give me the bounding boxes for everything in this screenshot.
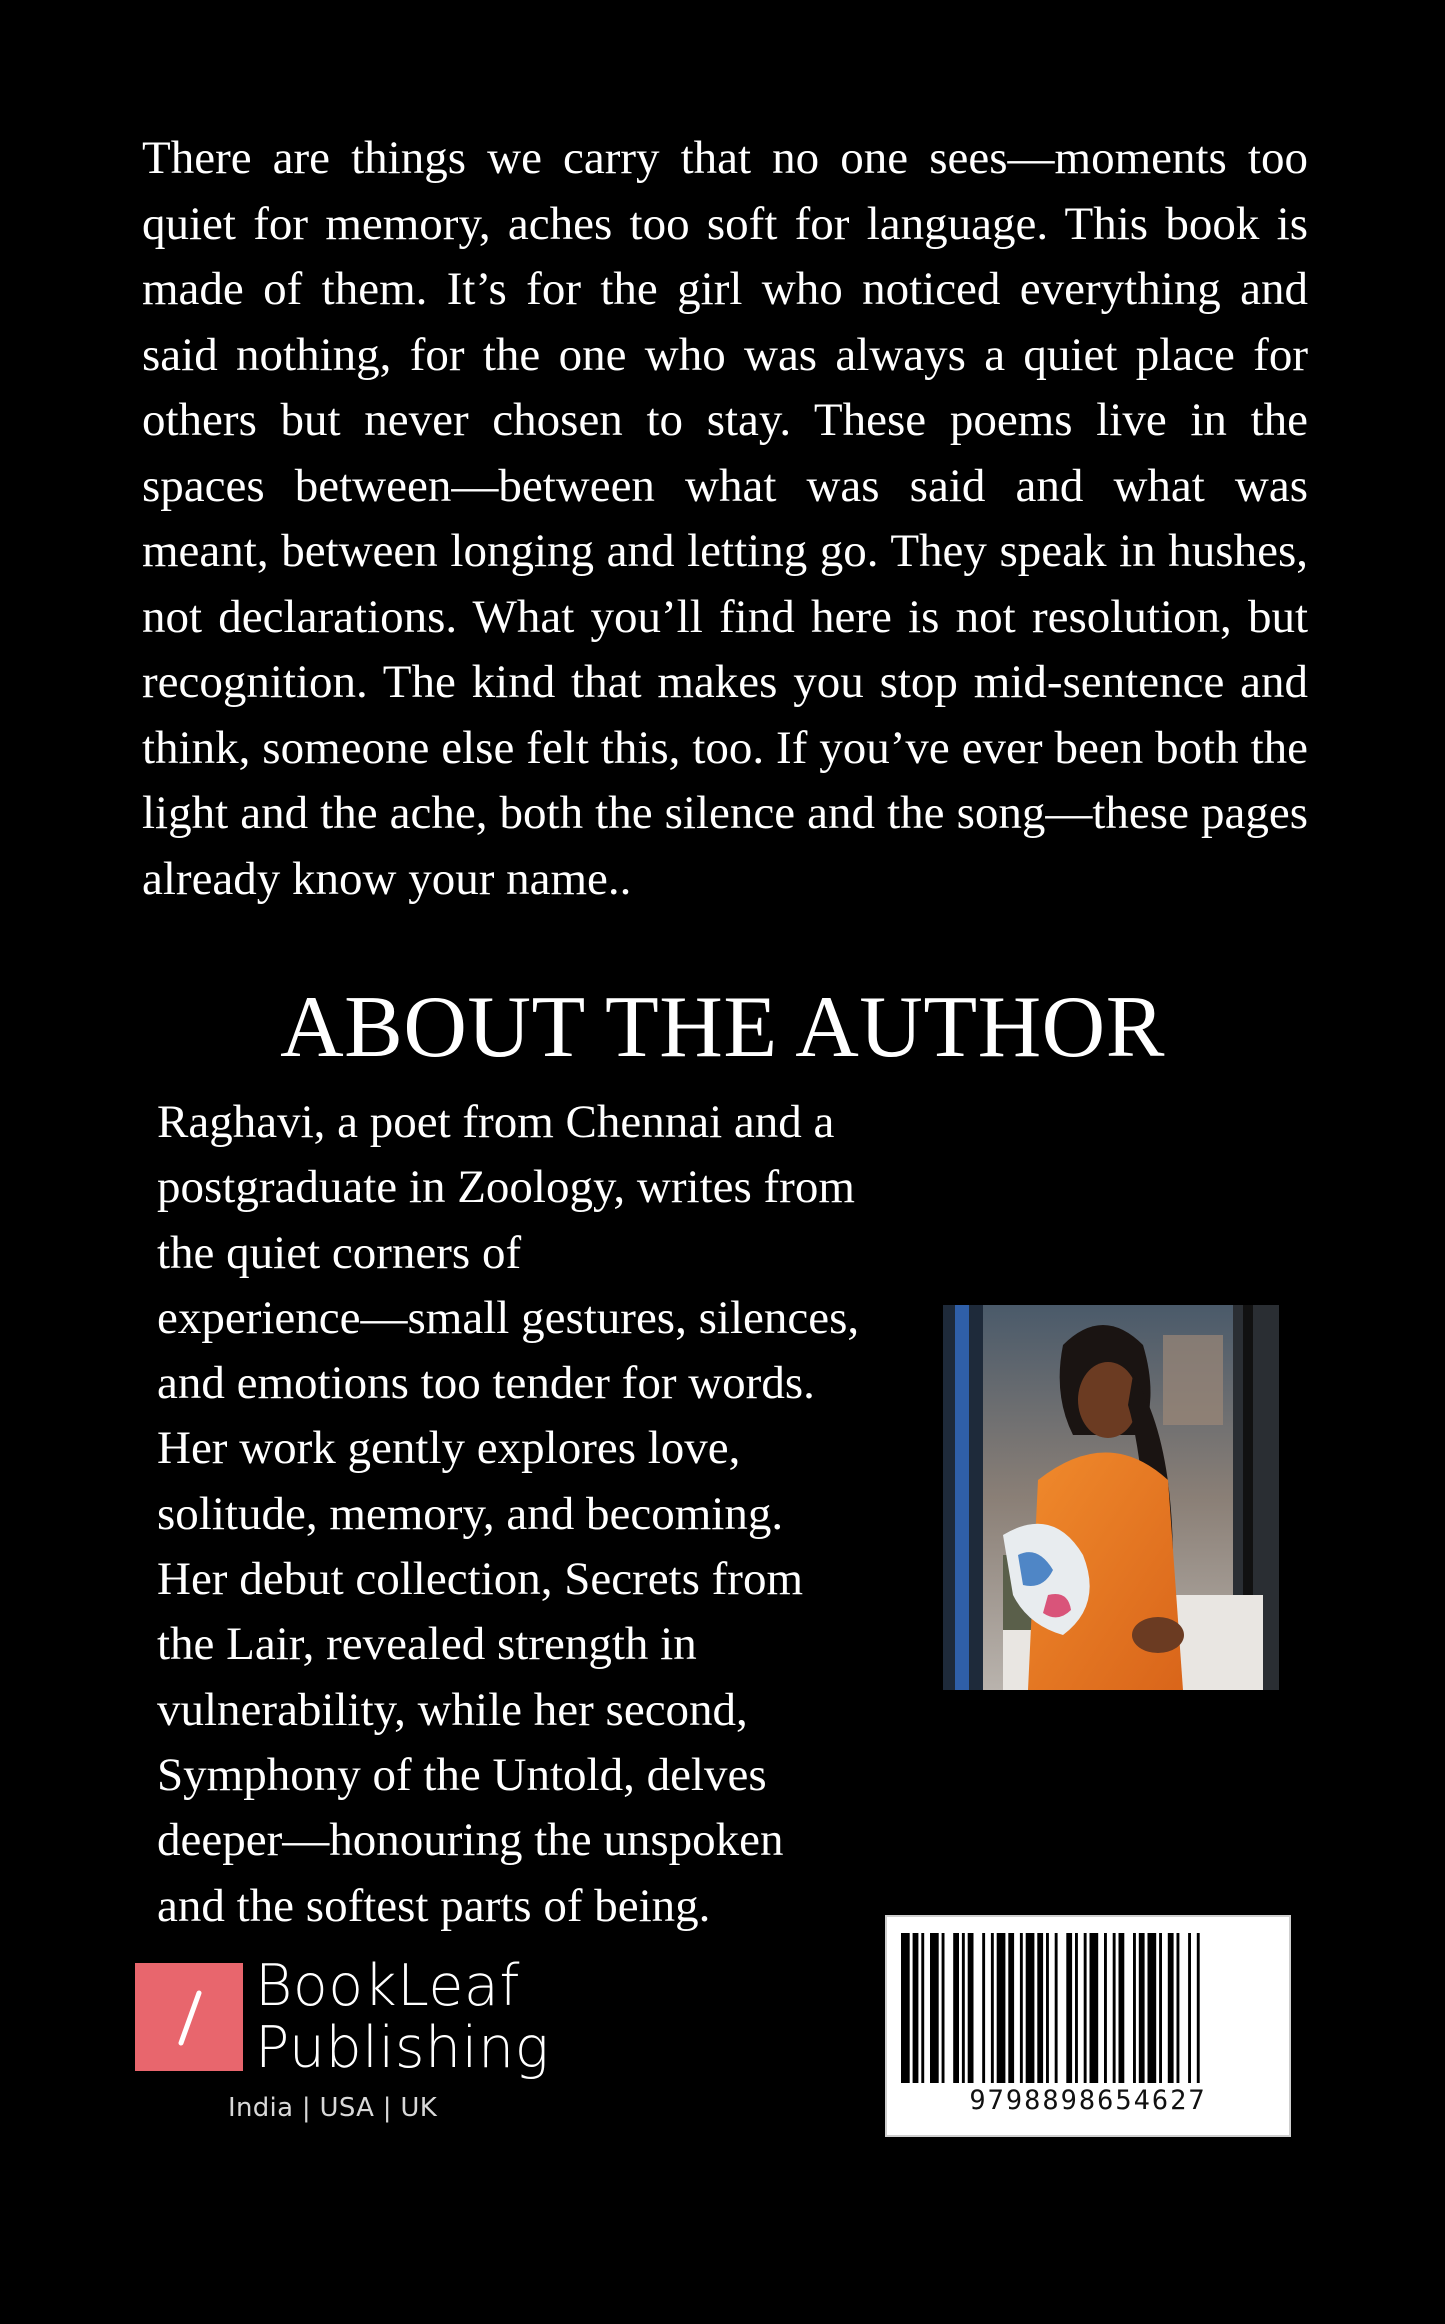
barcode-bar (1026, 1933, 1035, 2083)
bio-line: postgraduate in Zoology, writes from (157, 1161, 855, 1214)
barcode-bar (1168, 1933, 1174, 2083)
barcode-bar (1090, 1933, 1099, 2083)
bio-line: Her work gently explores love, (157, 1422, 741, 1475)
barcode-bar (1104, 1933, 1107, 2083)
bio-line: deeper—honouring the unspoken (157, 1814, 784, 1867)
barcode-bar (1055, 1933, 1058, 2083)
bio-line: experience—small gestures, silences, (157, 1291, 860, 1344)
barcode-bar (982, 1933, 985, 2083)
author-photo (943, 1305, 1279, 1690)
barcode-bar (997, 1933, 1006, 2083)
barcode-bar (1188, 1933, 1191, 2083)
barcode-bar (913, 1933, 919, 2083)
publisher-name-line2: Publishing (255, 2015, 550, 2081)
barcode-bar (1020, 1933, 1023, 2083)
bio-line: solitude, memory, and becoming. (157, 1487, 784, 1540)
about-the-author-heading: ABOUT THE AUTHOR (280, 979, 1165, 1076)
barcode-bar (968, 1933, 974, 2083)
bio-line: the quiet corners of (157, 1226, 522, 1279)
author-photo-illustration (943, 1305, 1279, 1690)
bio-line: Symphony of the Untold, delves (157, 1748, 767, 1801)
barcode-bar (1113, 1933, 1116, 2083)
barcode-bar (953, 1933, 959, 2083)
isbn-number: 9798898654627 (969, 2085, 1207, 2116)
publisher-logo (135, 1963, 243, 2071)
barcode-bar (962, 1933, 965, 2083)
barcode-bar (901, 1933, 910, 2083)
publisher-name-line1: BookLeaf (255, 1953, 520, 2019)
barcode-bar (1197, 1933, 1200, 2083)
publisher-name (255, 1955, 549, 2079)
barcode-bar (1046, 1933, 1049, 2083)
barcode-bar (1084, 1933, 1087, 2083)
barcode-bar (1008, 1933, 1014, 2083)
barcode-bar (1139, 1933, 1145, 2083)
back-cover-blurb: There are things we carry that no one sees—moments too quiet for memory, aches too soft for language. This book is made of them. It’s for the girl who noticed everything and said nothing, for the one who was always a quiet place for others but never chosen to stay. These poems live in the spaces between—between what was said and what was meant, between longing and letting go. They speak in hushes, not declarations. What you’ll find here is not resolution, but recognition. The kind that makes you stop mid-sentence and think, someone else felt this, too. If you’ve ever been both the light and the ache, both the silence and the song—these pages already know your name.. (142, 132, 1308, 905)
barcode-bar (930, 1933, 939, 2083)
barcode-bar (921, 1933, 924, 2083)
author-bio (157, 1090, 917, 1939)
isbn-barcode (885, 1915, 1291, 2137)
barcode-bar (991, 1933, 994, 2083)
barcode-bar (942, 1933, 945, 2083)
bio-line: and emotions too tender for words. (157, 1357, 815, 1410)
publisher-regions: India | USA | UK (228, 2093, 438, 2123)
barcode-bar (1066, 1933, 1072, 2083)
barcode-bar (1119, 1933, 1125, 2083)
bio-line: and the softest parts of being. (157, 1879, 711, 1932)
barcode-bar (1148, 1933, 1157, 2083)
bio-line: vulnerability, while her second, (157, 1683, 748, 1736)
bio-line: Raghavi, a poet from Chennai and a (157, 1096, 835, 1148)
barcode-bar (1133, 1933, 1136, 2083)
barcode-bar (1159, 1933, 1162, 2083)
barcode-bar (1037, 1933, 1043, 2083)
publisher-logo-slash-icon (135, 1963, 243, 2071)
barcode-bars (901, 1933, 1275, 2083)
barcode-bar (1075, 1933, 1078, 2083)
bio-line: the Lair, revealed strength in (157, 1618, 697, 1671)
barcode-bar (1177, 1933, 1180, 2083)
bio-line: Her debut collection, Secrets from (157, 1553, 804, 1606)
